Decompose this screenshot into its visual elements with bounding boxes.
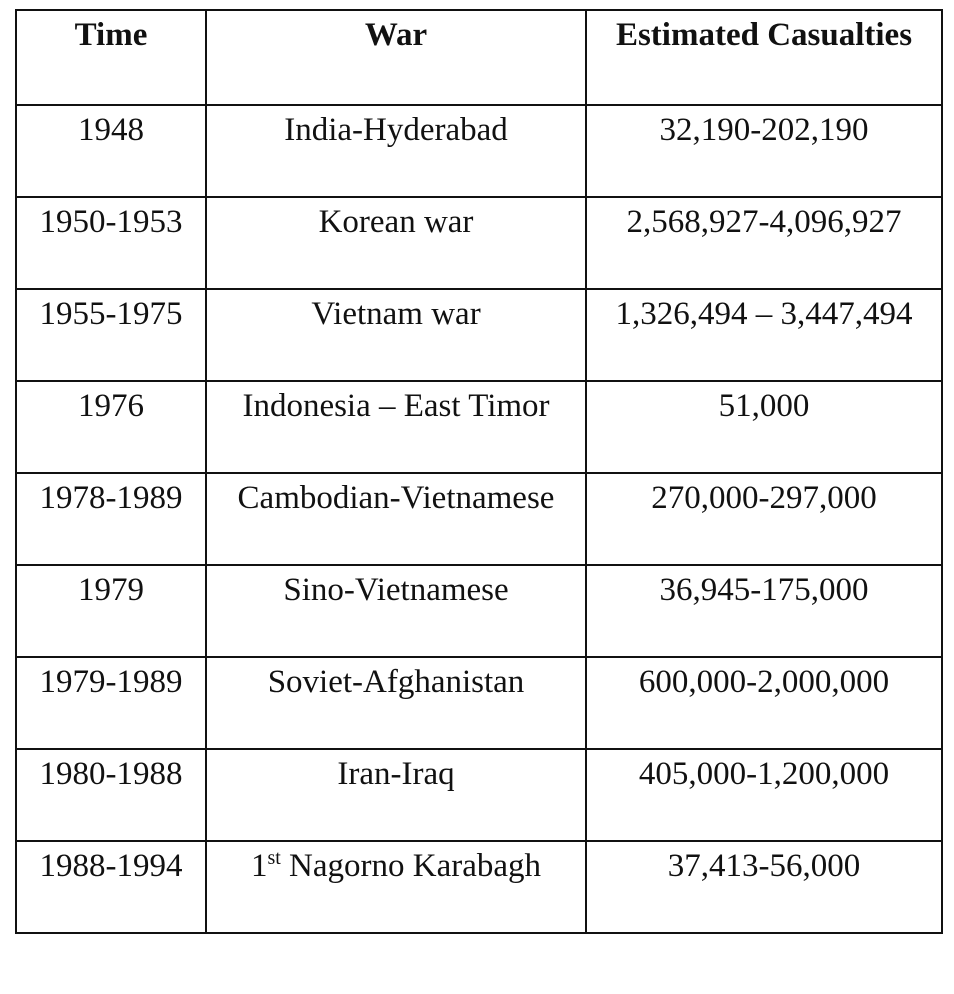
cell-casualties: 51,000	[586, 381, 942, 473]
table-row	[16, 105, 942, 197]
table-row	[16, 841, 942, 933]
cell-casualties: 37,413-56,000	[586, 841, 942, 933]
table-row	[16, 289, 942, 381]
cell-war: Sino-Vietnamese	[206, 565, 586, 657]
cell-time: 1979	[16, 565, 206, 657]
cell-casualties: 405,000-1,200,000	[586, 749, 942, 841]
cell-war: Soviet-Afghanistan	[206, 657, 586, 749]
table-row	[16, 381, 942, 473]
header-war: War	[206, 10, 586, 105]
cell-time: 1978-1989	[16, 473, 206, 565]
cell-casualties: 36,945-175,000	[586, 565, 942, 657]
war-name-rest: Nagorno Karabagh	[280, 848, 542, 884]
cell-war: Korean war	[206, 197, 586, 289]
table-row	[16, 565, 942, 657]
cell-time: 1979-1989	[16, 657, 206, 749]
cell-casualties: 270,000-297,000	[586, 473, 942, 565]
war-ordinal-number: 1	[250, 848, 268, 884]
cell-time: 1955-1975	[16, 289, 206, 381]
cell-casualties: 600,000-2,000,000	[586, 657, 942, 749]
cell-casualties: 2,568,927-4,096,927	[586, 197, 942, 289]
table-row	[16, 473, 942, 565]
header-time: Time	[16, 10, 206, 105]
cell-war: Iran-Iraq	[206, 749, 586, 841]
cell-time: 1976	[16, 381, 206, 473]
cell-war: Cambodian-Vietnamese	[206, 473, 586, 565]
cell-time: 1988-1994	[16, 841, 206, 933]
cell-war: Vietnam war	[206, 289, 586, 381]
cell-war: India-Hyderabad	[206, 105, 586, 197]
war-casualties-table	[15, 9, 943, 934]
cell-time: 1950-1953	[16, 197, 206, 289]
cell-time: 1980-1988	[16, 749, 206, 841]
cell-war	[206, 841, 586, 933]
table-row	[16, 749, 942, 841]
cell-time: 1948	[16, 105, 206, 197]
table-header-row	[16, 10, 942, 105]
header-estimated-casualties: Estimated Casualties	[586, 10, 942, 105]
cell-casualties: 1,326,494 – 3,447,494	[586, 289, 942, 381]
table-row	[16, 657, 942, 749]
war-ordinal-suffix: st	[267, 847, 281, 869]
cell-war: Indonesia – East Timor	[206, 381, 586, 473]
table-row	[16, 197, 942, 289]
cell-casualties: 32,190-202,190	[586, 105, 942, 197]
